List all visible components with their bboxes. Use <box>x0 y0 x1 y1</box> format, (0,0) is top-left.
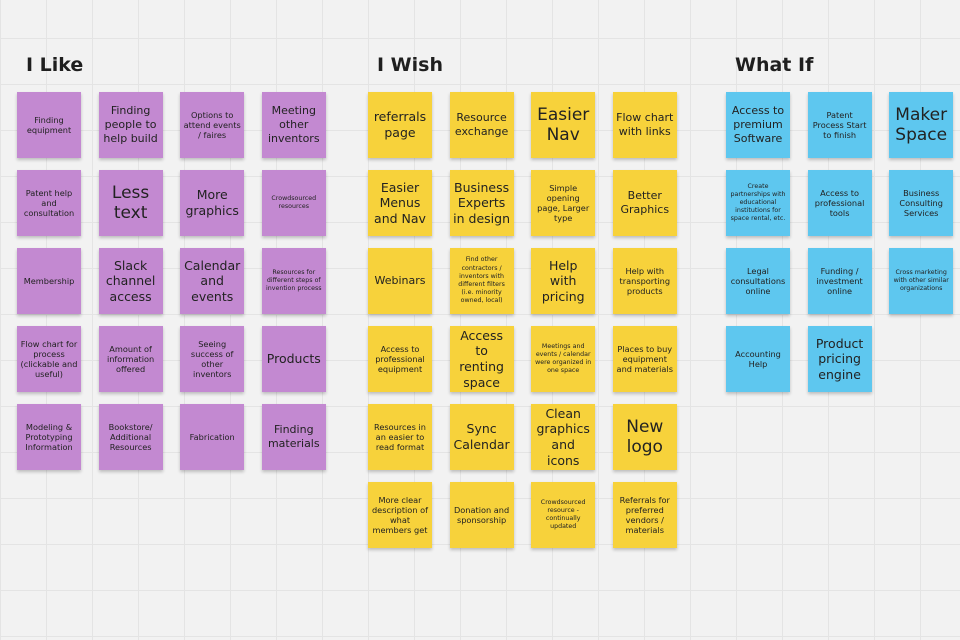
sticky-note[interactable]: Patent Process Start to finish <box>808 92 872 158</box>
sticky-note[interactable]: Finding materials <box>262 404 326 470</box>
sticky-note[interactable]: Access to professional equipment <box>368 326 432 392</box>
sticky-note[interactable]: Resources in an easier to read format <box>368 404 432 470</box>
sticky-note[interactable]: Patent help and consultation <box>17 170 81 236</box>
sticky-note[interactable]: Calendar and events <box>180 248 244 314</box>
sticky-note[interactable]: Simple opening page, Larger type <box>531 170 595 236</box>
sticky-note[interactable]: Places to buy equipment and materials <box>613 326 677 392</box>
sticky-note[interactable]: Donation and sponsorship <box>450 482 514 548</box>
sticky-note[interactable]: referrals page <box>368 92 432 158</box>
sticky-note[interactable]: Crowdsourced resource - continually updated <box>531 482 595 548</box>
sticky-note[interactable]: Find other contractors / inventors with different filters (i.e. minority owned, local) <box>450 248 514 314</box>
sticky-note[interactable]: Cross marketing with other similar organizations <box>889 248 953 314</box>
sticky-note[interactable]: Seeing success of other inventors <box>180 326 244 392</box>
sticky-note[interactable]: Legal consultations online <box>726 248 790 314</box>
sticky-note[interactable]: Options to attend events / faires <box>180 92 244 158</box>
column-title-i-like[interactable]: I Like <box>26 54 84 76</box>
sticky-note[interactable]: Amount of information offered <box>99 326 163 392</box>
sticky-note[interactable]: Easier Menus and Nav <box>368 170 432 236</box>
sticky-note[interactable]: Accounting Help <box>726 326 790 392</box>
sticky-group-i-like <box>17 92 326 470</box>
sticky-note[interactable]: Clean graphics and icons <box>531 404 595 470</box>
sticky-note[interactable]: Better Graphics <box>613 170 677 236</box>
sticky-note[interactable]: Product pricing engine <box>808 326 872 392</box>
sticky-note[interactable]: Sync Calendar <box>450 404 514 470</box>
sticky-note[interactable]: More clear description of what members get <box>368 482 432 548</box>
sticky-note[interactable]: Crowdsourced resources <box>262 170 326 236</box>
sticky-note[interactable]: Access to professional tools <box>808 170 872 236</box>
sticky-note[interactable]: Membership <box>17 248 81 314</box>
sticky-note[interactable]: Flow chart for process (clickable and useful) <box>17 326 81 392</box>
column-title-i-wish[interactable]: I Wish <box>377 54 443 76</box>
sticky-group-what-if <box>726 92 953 392</box>
sticky-note[interactable]: Maker Space <box>889 92 953 158</box>
sticky-note[interactable]: Flow chart with links <box>613 92 677 158</box>
sticky-note[interactable]: Fabrication <box>180 404 244 470</box>
sticky-note[interactable]: Access to renting space <box>450 326 514 392</box>
sticky-note[interactable]: Products <box>262 326 326 392</box>
sticky-note[interactable]: Resource exchange <box>450 92 514 158</box>
column-title-what-if[interactable]: What If <box>735 54 814 76</box>
sticky-note[interactable]: Finding equipment <box>17 92 81 158</box>
sticky-note[interactable]: More graphics <box>180 170 244 236</box>
sticky-note[interactable]: New logo <box>613 404 677 470</box>
sticky-note[interactable]: Slack channel access <box>99 248 163 314</box>
sticky-note[interactable]: Finding people to help build <box>99 92 163 158</box>
sticky-note[interactable]: Help with transporting products <box>613 248 677 314</box>
sticky-note[interactable]: Business Experts in design <box>450 170 514 236</box>
sticky-note[interactable]: Business Consulting Services <box>889 170 953 236</box>
sticky-note[interactable]: Less text <box>99 170 163 236</box>
sticky-note[interactable]: Funding / investment online <box>808 248 872 314</box>
sticky-note[interactable]: Create partnerships with educational institutions for space rental, etc. <box>726 170 790 236</box>
sticky-group-i-wish <box>368 92 677 548</box>
sticky-note[interactable]: Access to premium Software <box>726 92 790 158</box>
sticky-note[interactable]: Referrals for preferred vendors / materials <box>613 482 677 548</box>
sticky-note[interactable]: Easier Nav <box>531 92 595 158</box>
sticky-note[interactable]: Webinars <box>368 248 432 314</box>
sticky-note[interactable]: Meetings and events / calendar were organized in one space <box>531 326 595 392</box>
sticky-note[interactable]: Help with pricing <box>531 248 595 314</box>
sticky-note[interactable]: Resources for different steps of invention process <box>262 248 326 314</box>
sticky-note[interactable]: Modeling & Prototyping Information <box>17 404 81 470</box>
sticky-note[interactable]: Bookstore/ Additional Resources <box>99 404 163 470</box>
sticky-note[interactable]: Meeting other inventors <box>262 92 326 158</box>
